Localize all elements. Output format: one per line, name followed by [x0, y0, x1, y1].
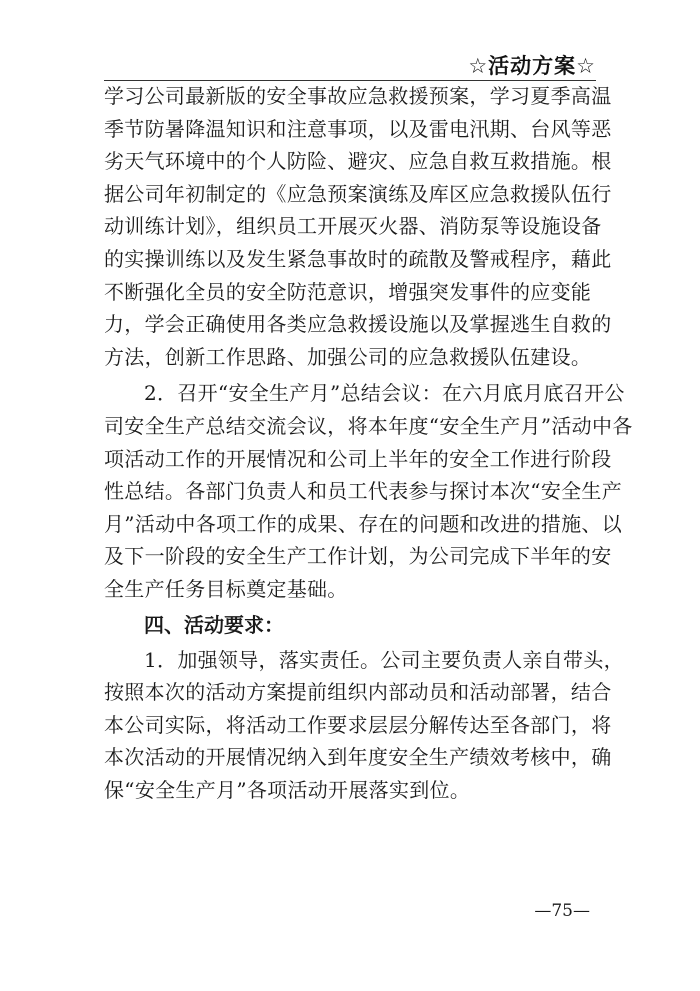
text-line: 本次活动的开展情况纳入到年度安全生产绩效考核中，确 — [104, 745, 612, 770]
text-line: 劣天气环境中的个人防险、避灾、应急自救互救措施。根 — [104, 149, 612, 174]
text-line: 及下一阶段的安全生产工作计划，为公司完成下半年的安 — [104, 544, 612, 569]
text-line: 保“安全生产月”各项活动开展落实到位。 — [104, 777, 471, 802]
text-line: 2．召开“安全生产月”总结会议：在六月底月底召开公 — [144, 381, 625, 406]
text-line: 不断强化全员的安全防范意识，增强突发事件的应变能 — [104, 279, 592, 304]
text-line: 学习公司最新版的安全事故应急救援预案，学习夏季高温 — [104, 84, 612, 108]
text-line: 季节防暑降温知识和注意事项，以及雷电汛期、台风等恶 — [104, 116, 612, 141]
text-line: 动训练计划》，组织员工开展灭火器、消防泵等设施设备 — [104, 214, 602, 239]
text-line: 的实操训练以及发生紧急事故时的疏散及警戒程序，藉此 — [104, 246, 612, 271]
text-line: 1．加强领导，落实责任。公司主要负责人亲自带头， — [144, 647, 624, 672]
text-line: 司安全生产总结交流会议，将本年度“安全生产月”活动中各 — [104, 413, 633, 438]
text-line: 据公司年初制定的《应急预案演练及库区应急救援队伍行 — [104, 181, 612, 206]
paragraph-safety-training — [104, 80, 612, 373]
page-number: —75— — [534, 901, 590, 921]
header-title: ☆活动方案☆ — [468, 54, 596, 78]
section-heading: 四、活动要求： — [144, 612, 284, 637]
text-line: 项活动工作的开展情况和公司上半年的安全工作进行阶段 — [104, 446, 612, 471]
text-line: 按照本次的活动方案提前组织内部动员和活动部署，结合 — [104, 680, 612, 705]
text-line: 力，学会正确使用各类应急救援设施以及掌握逃生自救的 — [104, 312, 612, 337]
body-content — [104, 80, 633, 806]
paragraph-summary-meeting — [104, 377, 633, 605]
text-line: 本公司实际，将活动工作要求层层分解传达至各部门，将 — [104, 712, 612, 737]
text-line: 方法，创新工作思路、加强公司的应急救援队伍建设。 — [104, 344, 592, 369]
text-line: 全生产任务目标奠定基础。 — [104, 576, 348, 601]
paragraph-requirements — [104, 644, 624, 807]
text-line: 性总结。各部门负责人和员工代表参与探讨本次“安全生产 — [104, 479, 623, 504]
text-line: 月”活动中各项工作的成果、存在的问题和改进的措施、以 — [104, 511, 623, 536]
